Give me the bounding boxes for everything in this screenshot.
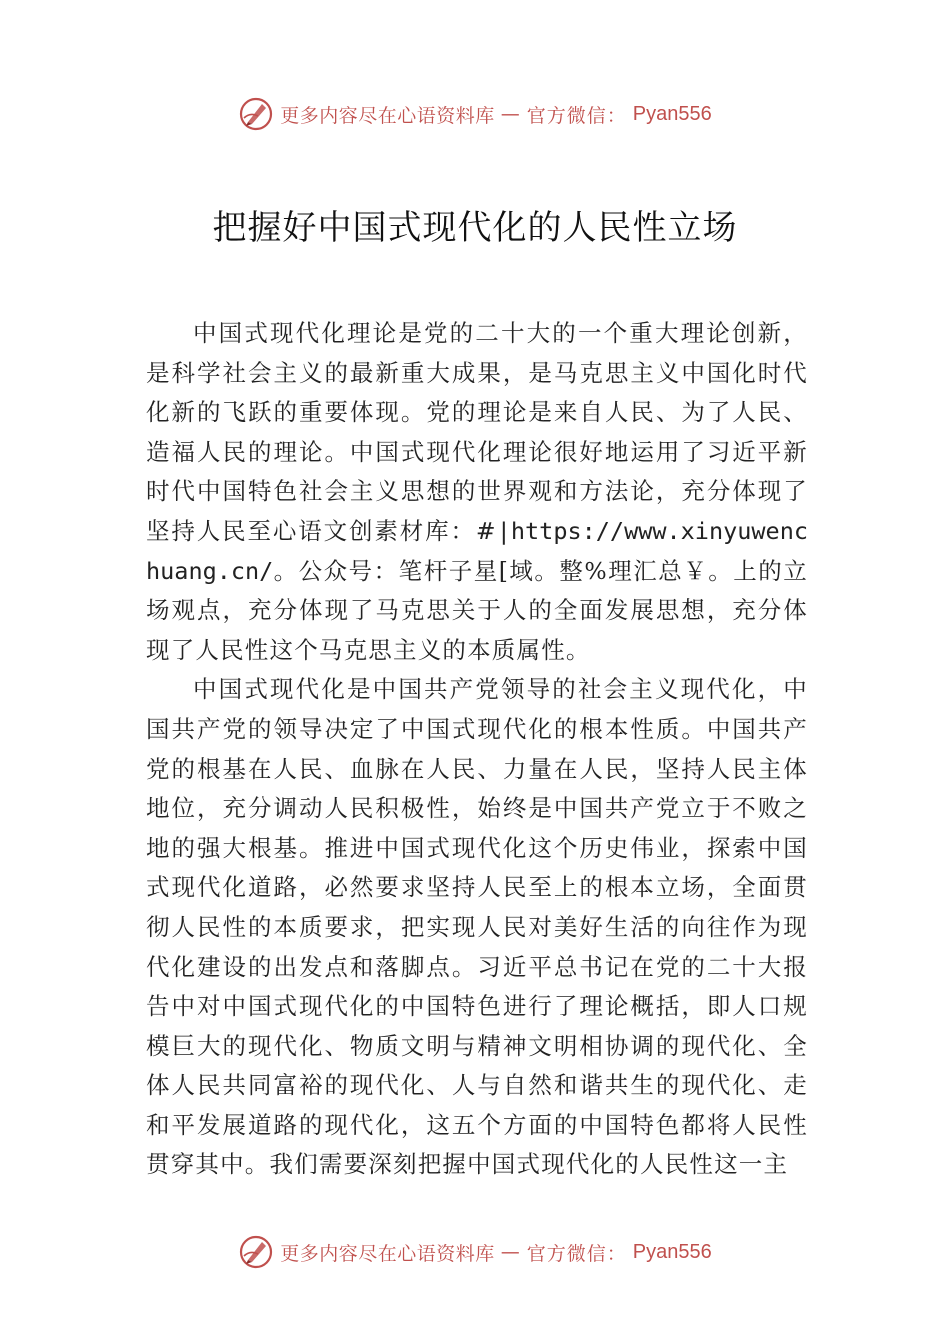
paragraph-1-url: |https://www.xinyuwenchuang.cn/ <box>146 516 808 585</box>
header-wechat-label: 官方微信： <box>526 104 627 127</box>
footer-wechat-id: Pyan556 <box>632 1240 712 1263</box>
header-separator: — <box>500 103 521 125</box>
header-watermark <box>0 94 950 134</box>
document-title: 把握好中国式现代化的人民性立场 <box>212 208 738 248</box>
footer-wechat-label: 官方微信： <box>526 1242 627 1265</box>
paragraph-1 <box>146 314 808 670</box>
paragraph-1-part-1: 中国式现代化理论是党的二十大的一个重大理论创新，是科学社会主义的最新重大成果，是马克思主义中国化时代化新的飞跃的重要体现。党的理论是来自人民、为了人民、造福人民的理论。中国式现代化理论很好地运用了习近平新时代中国特色社会主义思想的世界观和方法论，充分体现了坚持人民至心语文创素材库：# <box>146 319 808 545</box>
document-body <box>146 314 808 1185</box>
footer-brand-text: 更多内容尽在心语资料库 <box>280 1242 495 1265</box>
pen-nib-logo-icon <box>238 96 274 132</box>
footer-separator: — <box>500 1241 521 1263</box>
header-brand-text: 更多内容尽在心语资料库 <box>280 104 495 127</box>
header-wechat-id: Pyan556 <box>632 102 712 125</box>
paragraph-1-part-2: 。公众号：笔杆子星[域。整%理汇总￥。上的立场观点，充分体现了马克思关于人的全面发展思想，充分体现了人民性这个马克思主义的本质属性。 <box>146 556 808 664</box>
footer-watermark <box>0 1232 950 1272</box>
pen-nib-logo-icon <box>238 1234 274 1270</box>
paragraph-2: 中国式现代化是中国共产党领导的社会主义现代化，中国共产党的领导决定了中国式现代化的根本性质。中国共产党的根基在人民、血脉在人民、力量在人民，坚持人民主体地位，充分调动人民积极性，始终是中国共产党立于不败之地的强大根基。推进中国式现代化这个历史伟业，探索中国式现代化道路，必然要求坚持人民至上的根本立场，全面贯彻人民性的本质要求，把实现人民对美好生活的向往作为现代化建设的出发点和落脚点。习近平总书记在党的二十大报告中对中国式现代化的中国特色进行了理论概括，即人口规模巨大的现代化、物质文明与精神文明相协调的现代化、全体人民共同富裕的现代化、人与自然和谐共生的现代化、走和平发展道路的现代化，这五个方面的中国特色都将人民性贯穿其中。我们需要深刻把握中国式现代化的人民性这一主 <box>146 675 808 1179</box>
